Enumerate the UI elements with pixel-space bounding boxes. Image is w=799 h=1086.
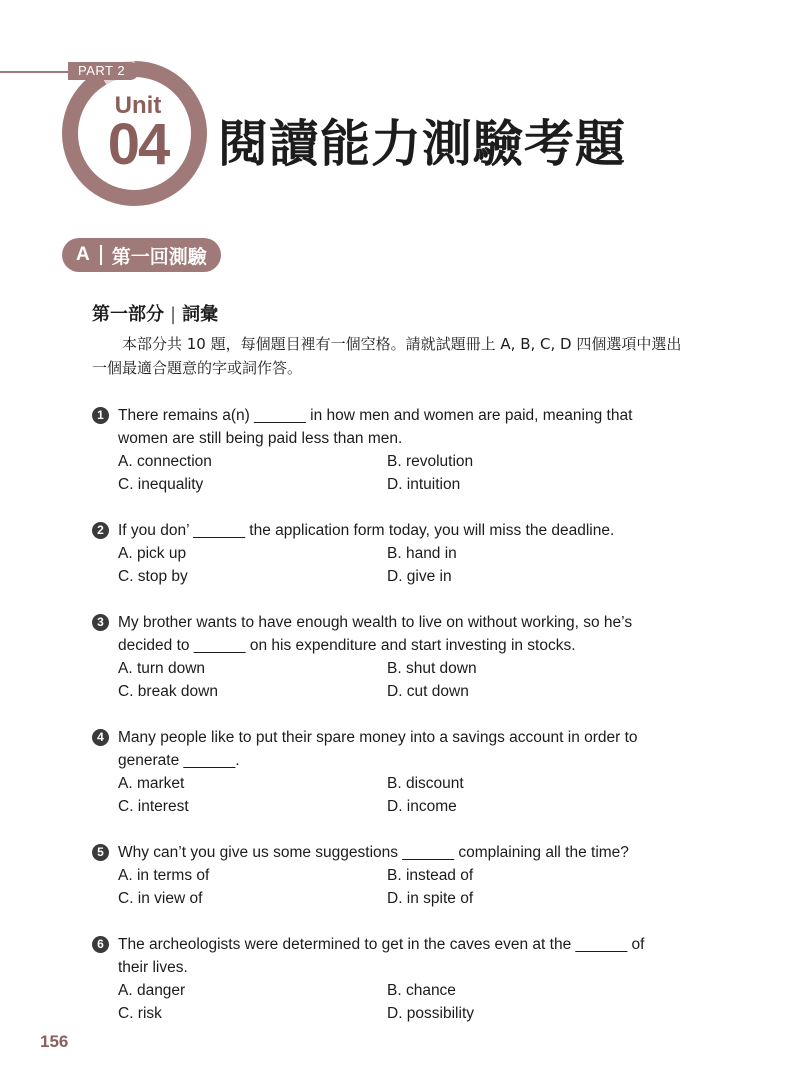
option-d: D. possibility [387,1005,474,1022]
option-b: B. hand in [387,545,457,562]
question-text: Why can’t you give us some suggestions ______ complaining all the time? [118,844,629,861]
question-text: The archeologists were determined to get in the caves even at the ______ of their lives. [118,936,645,976]
options-list [118,979,712,1025]
instructions-text: 本部分共 10 題，每個題目裡有一個空格。請就試題冊上 A, B, C, D 四個選項中選出一個最適合題意的字或詞作答。 [92,335,682,377]
option-d: D. intuition [387,476,461,493]
question-text: My brother wants to have enough wealth to live on without working, so he’s decided to ______ on his expenditure and start investing in stocks. [118,614,633,654]
question-text: If you don’ ______ the application form today, you will miss the deadline. [118,522,615,539]
question-number-badge: 3 [92,614,109,631]
question-number-badge: 1 [92,407,109,424]
options-list [118,450,712,496]
option-a: A. danger [118,982,186,999]
question-6 [92,933,712,1025]
question-5 [92,841,712,910]
question-2 [92,519,712,588]
part-heading-subtitle: 詞彙 [182,304,219,325]
option-b: B. instead of [387,867,474,884]
page-title: 閱讀能力測驗考題 [218,115,626,173]
option-c: C. stop by [118,568,188,585]
option-c: C. inequality [118,476,204,493]
option-a: A. in terms of [118,867,210,884]
option-d: D. cut down [387,683,469,700]
question-text: There remains a(n) ______ in how men and women are paid, meaning that women are still being paid less than men. [118,407,633,447]
section-pill [62,238,221,272]
section-name: 第一回測驗 [111,245,207,268]
option-a: A. market [118,775,185,792]
question-3 [92,611,712,703]
options-list [118,542,712,588]
section-divider [100,245,102,265]
option-b: B. chance [387,982,456,999]
option-c: C. risk [118,1005,162,1022]
options-list [118,772,712,818]
option-c: C. interest [118,798,189,815]
part-heading-title: 第一部分 [92,304,164,325]
question-text: Many people like to put their spare money into a savings account in order to generate ______. [118,729,638,769]
option-b: B. shut down [387,660,477,677]
option-a: A. turn down [118,660,206,677]
question-number-badge: 6 [92,936,109,953]
option-d: D. in spite of [387,890,474,907]
section-letter: A [76,244,90,265]
unit-number: 04 [107,112,169,177]
option-a: A. connection [118,453,212,470]
option-b: B. discount [387,775,464,792]
option-b: B. revolution [387,453,474,470]
option-a: A. pick up [118,545,187,562]
question-number-badge: 5 [92,844,109,861]
question-number-badge: 2 [92,522,109,539]
question-4 [92,726,712,818]
option-c: C. in view of [118,890,203,907]
options-list [118,864,712,910]
option-d: D. give in [387,568,452,585]
question-number-badge: 4 [92,729,109,746]
question-1 [92,404,712,496]
option-d: D. income [387,798,457,815]
options-list [118,657,712,703]
page-number: 156 [40,1032,69,1051]
unit-word: Unit [114,92,162,119]
part-label: PART 2 [68,62,139,80]
option-c: C. break down [118,683,218,700]
part-heading [92,300,218,326]
part-heading-divider: | [170,304,177,325]
